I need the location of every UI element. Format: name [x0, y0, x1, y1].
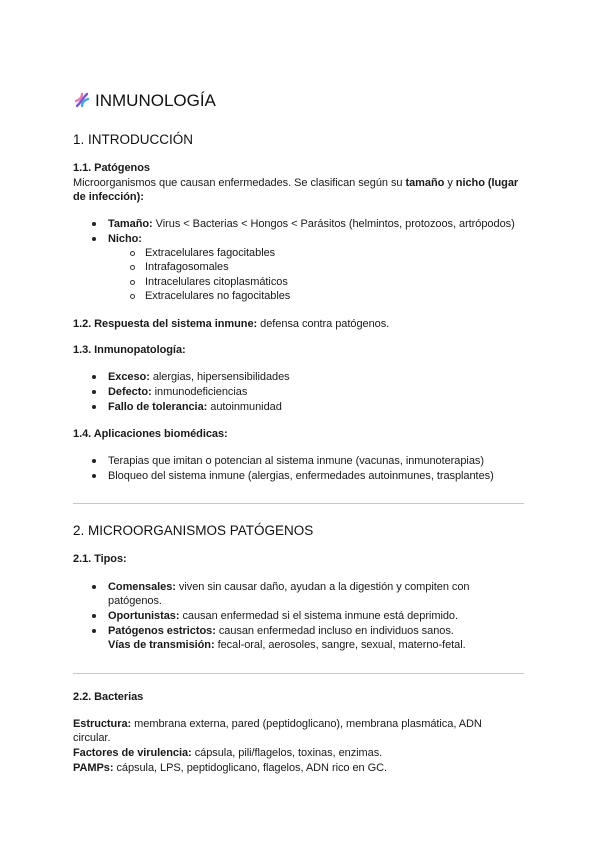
subheading-bacterias: 2.2. Bacterias: [73, 691, 144, 703]
section-heading-introduccion: 1. INTRODUCCIÓN: [73, 132, 194, 147]
list-item-tamano: Tamaño: Virus < Bacterias < Hongos < Parásitos (helmintos, protozoos, artrópodos): [108, 218, 515, 230]
paragraph-estructura-cont: circular.: [73, 732, 111, 744]
dna-icon: [73, 91, 91, 109]
list-item-oportunistas: Oportunistas: causan enfermedad si el sistema inmune está deprimido.: [108, 610, 458, 622]
list-item-comensales: Comensales: viven sin causar daño, ayudan a la digestión y compiten con: [108, 581, 470, 593]
bullet-icon: [92, 629, 96, 633]
sub-bullet-icon: [130, 294, 135, 299]
bullet-icon: [92, 237, 96, 241]
list-item-estrictos: Patógenos estrictos: causan enfermedad incluso en individuos sanos.: [108, 625, 454, 637]
bullet-icon: [92, 459, 96, 463]
subheading-inmunopatologia: 1.3. Inmunopatología:: [73, 344, 186, 356]
sub-bullet-icon: [130, 265, 135, 270]
paragraph-estructura: Estructura: membrana externa, pared (peptidoglicano), membrana plasmática, ADN: [73, 718, 482, 730]
nicho-item: Intracelulares citoplasmáticos: [145, 276, 288, 288]
bullet-icon: [92, 474, 96, 478]
bullet-icon: [92, 375, 96, 379]
patogenos-line-2: de infección):: [73, 191, 144, 203]
list-item: Terapias que imitan o potencian al sistema inmune (vacunas, inmunoterapias): [108, 455, 484, 467]
bullet-icon: [92, 585, 96, 589]
paragraph-pamps: PAMPs: cápsula, LPS, peptidoglicano, flagelos, ADN rico en GC.: [73, 762, 388, 774]
list-item: Bloqueo del sistema inmune (alergias, enfermedades autoinmunes, trasplantes): [108, 470, 494, 482]
list-item-vias: Vías de transmisión: fecal-oral, aerosoles, sangre, sexual, materno-fetal.: [108, 639, 466, 651]
horizontal-rule: [73, 673, 524, 674]
list-item: Defecto: inmunodeficiencias: [108, 386, 248, 398]
sub-bullet-icon: [130, 280, 135, 285]
bullet-icon: [92, 405, 96, 409]
list-item: Fallo de tolerancia: autoinmunidad: [108, 401, 282, 413]
section-heading-microorganismos: 2. MICROORGANISMOS PATÓGENOS: [73, 523, 314, 538]
paragraph-respuesta: 1.2. Respuesta del sistema inmune: defensa contra patógenos.: [73, 318, 390, 330]
subheading-tipos: 2.1. Tipos:: [73, 553, 127, 565]
bullet-icon: [92, 390, 96, 394]
horizontal-rule: [73, 503, 524, 504]
paragraph-factores: Factores de virulencia: cápsula, pili/flagelos, toxinas, enzimas.: [73, 747, 383, 759]
subheading-aplicaciones: 1.4. Aplicaciones biomédicas:: [73, 428, 228, 440]
title-text: INMUNOLOGÍA: [95, 91, 216, 110]
sub-bullet-icon: [130, 251, 135, 256]
list-item-comensales-cont: patógenos.: [108, 595, 162, 607]
list-item-nicho: Nicho:: [108, 233, 142, 245]
nicho-item: Intrafagosomales: [145, 261, 229, 273]
list-item: Exceso: alergias, hipersensibilidades: [108, 371, 290, 383]
bullet-icon: [92, 614, 96, 618]
page-title: [73, 90, 216, 112]
subheading-patogenos: 1.1. Patógenos: [73, 162, 150, 174]
nicho-item: Extracelulares no fagocitables: [145, 290, 291, 302]
bullet-icon: [92, 222, 96, 226]
nicho-item: Extracelulares fagocitables: [145, 247, 276, 259]
patogenos-line-1: Microorganismos que causan enfermedades. Se clasifican según su tamaño y nicho (lugar: [73, 177, 519, 189]
